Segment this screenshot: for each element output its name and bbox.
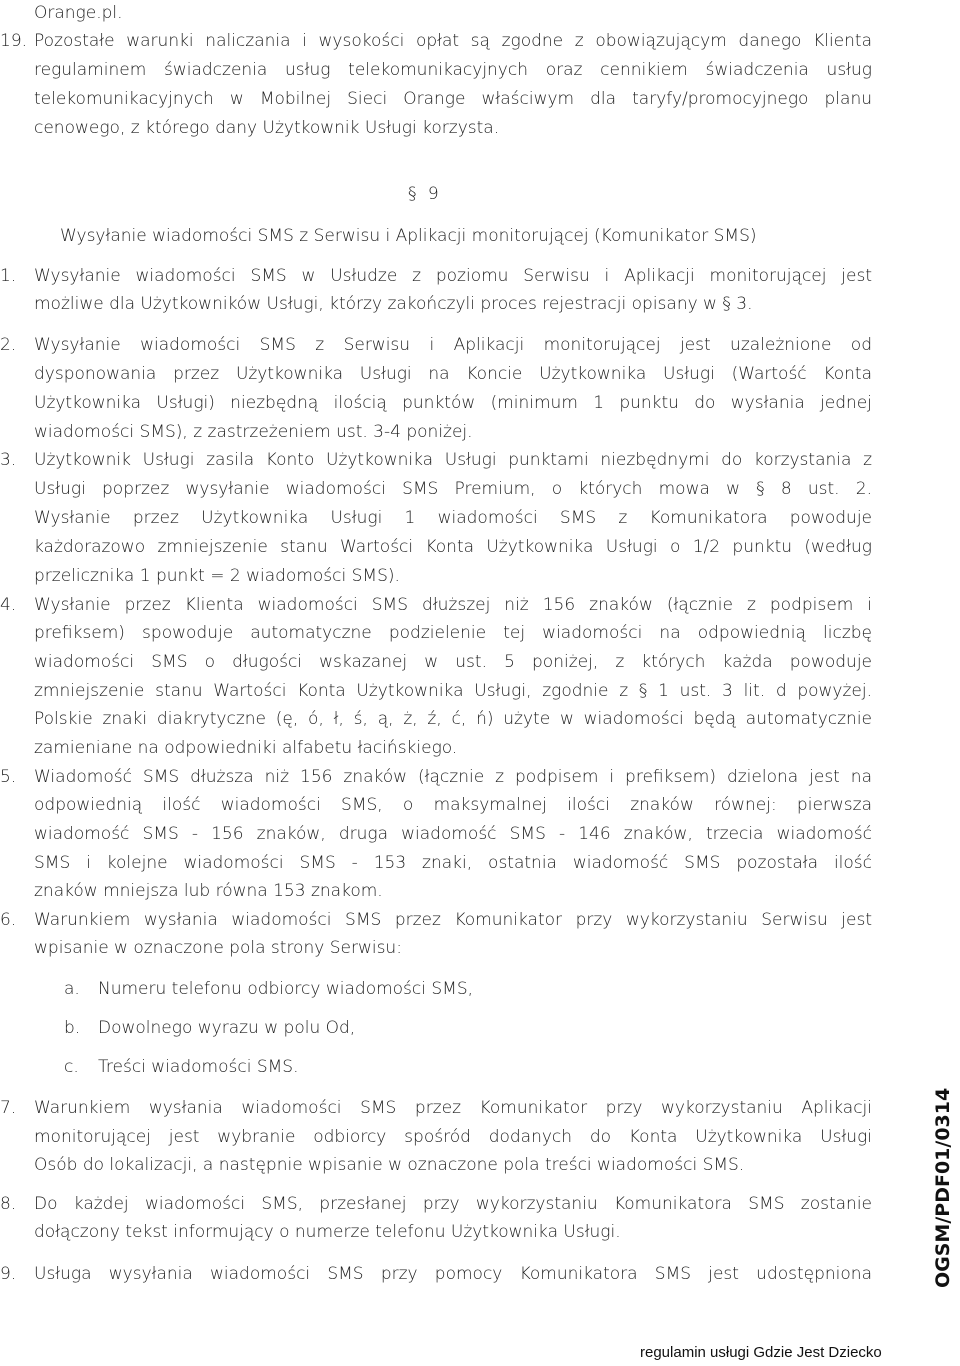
subitem-letter: b. [64, 1018, 81, 1038]
item-19-line: regulaminem świadczenia usług telekomunikacyjnych oraz cennikiem świadczenia usług [34, 60, 872, 80]
footer-text: regulamin usługi Gdzie Jest Dziecko [640, 1344, 882, 1361]
item-line: Do każdej wiadomości SMS, przesłanej przy wykorzystaniu Komunikatora SMS zostanie [34, 1194, 872, 1214]
item-line: Wysyłanie wiadomości SMS w Usłudze z poziomu Serwisu i Aplikacji monitorującej jest [34, 266, 872, 286]
subitem-text: Treści wiadomości SMS. [98, 1057, 299, 1077]
item-line: monitorującej jest wybranie odbiorcy spośród dodanych do Konta Użytkownika Usługi [34, 1127, 872, 1147]
item-number: 9. [0, 1264, 17, 1284]
item-line: wiadomości SMS o długości wskazanej w ust. 5 poniżej, z których każda powoduje [34, 652, 872, 672]
item-line: dysponowania przez Użytkownika Usługi na Koncie Użytkownika Usługi (Wartość Konta [34, 364, 872, 384]
item-number: 7. [0, 1098, 17, 1118]
item-line: przelicznika 1 punkt = 2 wiadomości SMS). [34, 566, 400, 586]
item-number: 3. [0, 450, 17, 470]
subitem-letter: a. [64, 979, 80, 999]
top-text: Orange.pl. [34, 3, 123, 23]
item-line: Osób do lokalizacji, a następnie wpisanie w oznaczone pola treści wiadomości SMS. [34, 1155, 745, 1175]
item-line: zamieniane na odpowiedniki alfabetu łacińskiego. [34, 738, 458, 758]
section-heading [408, 183, 439, 205]
item-line: wpisanie w oznaczone pola strony Serwisu: [34, 938, 402, 958]
item-line: dołączony tekst informujący o numerze telefonu Użytkownika Usługi. [34, 1222, 621, 1242]
item-line: Polskie znaki diakrytyczne (ę, ó, ł, ś, ą, ż, ź, ć, ń) użyte w wiadomości będą automatycznie [34, 709, 872, 729]
section-symbol: § [408, 184, 417, 204]
section-title: Wysyłanie wiadomości SMS z Serwisu i Aplikacji monitorującej (Komunikator SMS) [60, 226, 757, 246]
item-19-number: 19. [0, 31, 28, 51]
item-line: Wysłanie przez Użytkownika Usługi 1 wiadomości SMS z Komunikatora powoduje [34, 508, 872, 528]
item-line: Użytkownika Usługi) niezbędną ilością punktów (minimum 1 punktu do wysłania jednej [34, 393, 872, 413]
item-number: 5. [0, 767, 17, 787]
item-number: 4. [0, 595, 17, 615]
item-line: Wysyłanie wiadomości SMS z Serwisu i Aplikacji monitorującej jest uzależnione od [34, 335, 872, 355]
item-line: wiadomość SMS - 156 znaków, druga wiadomość SMS - 146 znaków, trzecia wiadomość [34, 824, 872, 844]
item-line: Warunkiem wysłania wiadomości SMS przez Komunikator przy wykorzystaniu Serwisu jest [34, 910, 872, 930]
item-line: Usługa wysyłania wiadomości SMS przy pomocy Komunikatora SMS jest udostępniona [34, 1264, 872, 1284]
item-19-line: cenowego, z którego dany Użytkownik Usługi korzysta. [34, 118, 500, 138]
item-number: 8. [0, 1194, 17, 1214]
item-19-line: telekomunikacyjnych w Mobilnej Sieci Orange właściwym dla taryfy/promocyjnego planu [34, 89, 872, 109]
item-number: 2. [0, 335, 17, 355]
item-line: każdorazowo zmniejszenie stanu Wartości Konta Użytkownika Usługi o 1/2 punktu (według [34, 537, 872, 557]
item-line: Usługi poprzez wysyłanie wiadomości SMS Premium, o których mowa w § 8 ust. 2. [34, 479, 872, 499]
item-line: zmniejszenie stanu Wartości Konta Użytkownika Usługi, zgodnie z § 1 ust. 3 lit. d powyżej. [34, 681, 872, 701]
item-line: wiadomości SMS), z zastrzeżeniem ust. 3-4 poniżej. [34, 422, 473, 442]
section-number: 9 [427, 184, 439, 204]
item-line: Wysłanie przez Klienta wiadomości SMS dłuższej niż 156 znaków (łącznie z podpisem i [34, 595, 872, 615]
item-line: znaków mniejsza lub równa 153 znakom. [34, 881, 383, 901]
item-line: SMS i kolejne wiadomości SMS - 153 znaki, ostatnia wiadomość SMS pozostała ilość [34, 853, 872, 873]
item-line: Wiadomość SMS dłuższa niż 156 znaków (łącznie z podpisem i prefiksem) dzielona jest na [34, 767, 872, 787]
item-line: Warunkiem wysłania wiadomości SMS przez Komunikator przy wykorzystaniu Aplikacji [34, 1098, 872, 1118]
subitem-text: Numeru telefonu odbiorcy wiadomości SMS, [98, 979, 474, 999]
item-line: Użytkownik Usługi zasila Konto Użytkownika Usługi punktami niezbędnymi do korzystania z [34, 450, 872, 470]
item-number: 1. [0, 266, 17, 286]
item-number: 6. [0, 910, 17, 930]
document-code: OGSM/PDF01/0314 [932, 1087, 954, 1288]
item-line: prefiksem) spowoduje automatyczne podzielenie tej wiadomości na odpowiednią liczbę [34, 623, 872, 643]
subitem-text: Dowolnego wyrazu w polu Od, [98, 1018, 356, 1038]
subitem-letter: c. [64, 1057, 79, 1077]
item-line: możliwe dla Użytkowników Usługi, którzy zakończyli proces rejestracji opisany w § 3. [34, 294, 753, 314]
item-19-line: Pozostałe warunki naliczania i wysokości opłat są zgodne z obowiązującym danego Klienta [34, 31, 872, 51]
item-line: odpowiednią ilość wiadomości SMS, o maksymalnej ilości znaków równej: pierwsza [34, 795, 872, 815]
